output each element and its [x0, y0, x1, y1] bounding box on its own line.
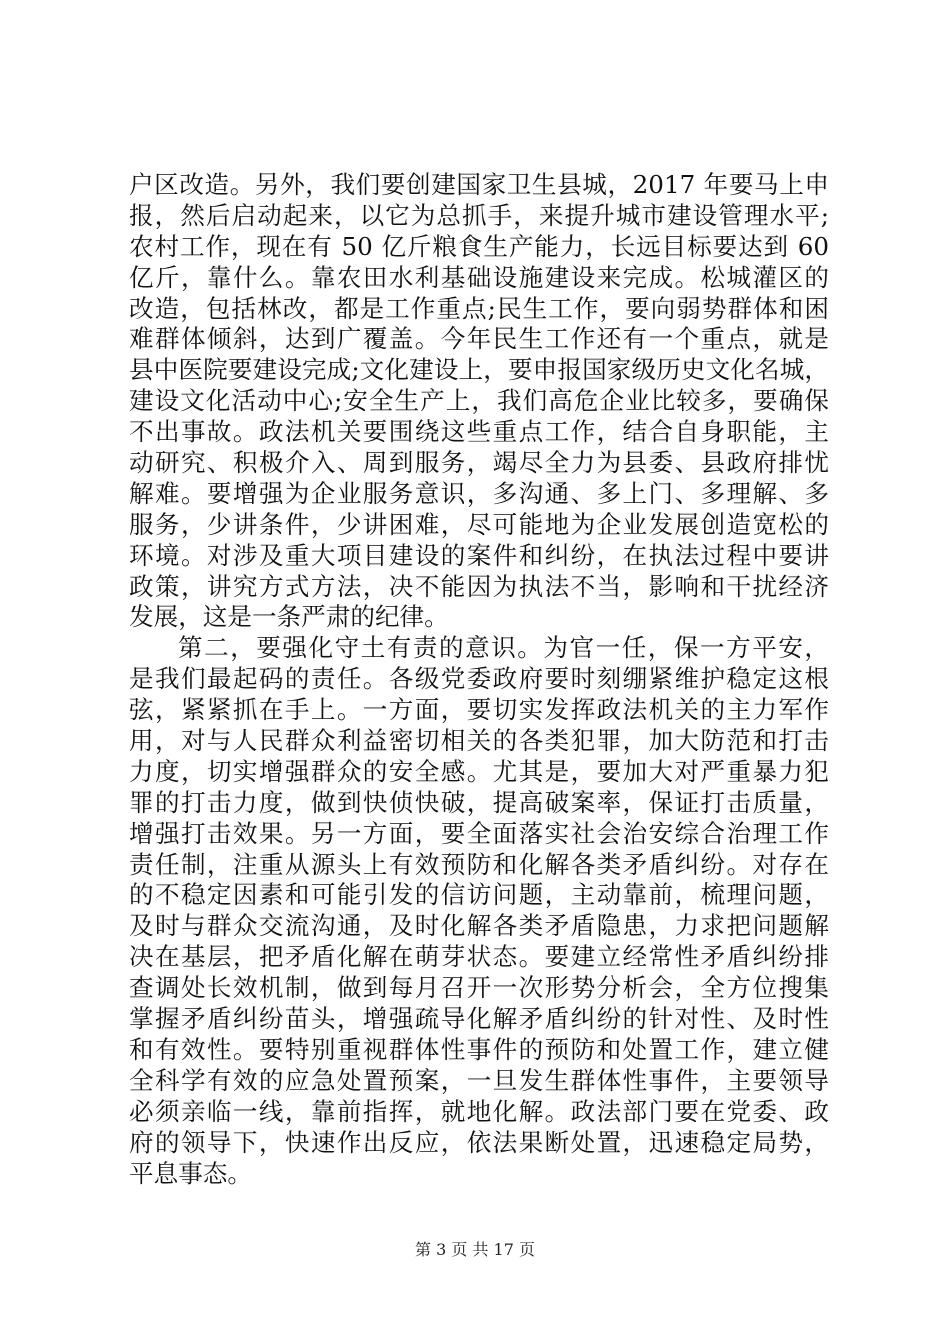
text-line: 用，对与人民群众利益密切相关的各类犯罪，加大防范和打击	[129, 726, 829, 756]
text-line: 及时与群众交流沟通，及时化解各类矛盾隐患，力求把问题解	[129, 911, 829, 941]
text-line: 农村工作，现在有 50 亿斤粮食生产能力，长远目标要达到 60	[129, 231, 829, 261]
body-text	[129, 170, 829, 1189]
text-line: 服务，少讲条件，少讲困难，尽可能地为企业发展创造宽松的	[129, 509, 829, 539]
text-line: 解难。要增强为企业服务意识，多沟通、多上门、多理解、多	[129, 478, 829, 508]
text-line: 难群体倾斜，达到广覆盖。今年民生工作还有一个重点，就是	[129, 324, 829, 354]
text-line: 查调处长效机制，做到每月召开一次形势分析会，全方位搜集	[129, 973, 829, 1003]
text-line: 是我们最起码的责任。各级党委政府要时刻绷紧维护稳定这根	[129, 664, 829, 694]
text-line: 决在基层，把矛盾化解在萌芽状态。要建立经常性矛盾纠纷排	[129, 942, 829, 972]
text-line: 责任制，注重从源头上有效预防和化解各类矛盾纠纷。对存在	[129, 849, 829, 879]
text-line: 府的领导下，快速作出反应，依法果断处置，迅速稳定局势，	[129, 1127, 829, 1157]
paragraph-first-line: 第二，要强化守土有责的意识。为官一任，保一方平安，	[178, 633, 829, 663]
text-line: 发展，这是一条严肃的纪律。	[129, 602, 449, 632]
text-line: 和有效性。要特别重视群体性事件的预防和处置工作，建立健	[129, 1034, 829, 1064]
text-line: 平息事态。	[129, 1158, 252, 1188]
text-line: 的不稳定因素和可能引发的信访问题，主动靠前，梳理问题，	[129, 880, 829, 910]
text-line: 报，然后启动起来，以它为总抓手，来提升城市建设管理水平;	[129, 200, 829, 230]
text-line: 掌握矛盾纠纷苗头，增强疏导化解矛盾纠纷的针对性、及时性	[129, 1004, 829, 1034]
text-line: 弦，紧紧抓在手上。一方面，要切实发挥政法机关的主力军作	[129, 695, 829, 725]
text-line: 必须亲临一线，靠前指挥，就地化解。政法部门要在党委、政	[129, 1096, 829, 1126]
text-line: 环境。对涉及重大项目建设的案件和纠纷，在执法过程中要讲	[129, 540, 829, 570]
page-footer: 第 3 页 共 17 页	[415, 1240, 535, 1259]
text-line: 改造，包括林改，都是工作重点;民生工作，要向弱势群体和困	[129, 293, 829, 323]
text-line: 罪的打击力度，做到快侦快破，提高破案率，保证打击质量，	[129, 787, 829, 817]
text-line: 增强打击效果。另一方面，要全面落实社会治安综合治理工作	[129, 818, 829, 848]
text-line: 力度，切实增强群众的安全感。尤其是，要加大对严重暴力犯	[129, 756, 829, 786]
text-line: 不出事故。政法机关要围绕这些重点工作，结合自身职能，主	[129, 417, 829, 447]
text-line: 政策，讲究方式方法，决不能因为执法不当，影响和干扰经济	[129, 571, 829, 601]
text-line: 全科学有效的应急处置预案，一旦发生群体性事件，主要领导	[129, 1065, 829, 1095]
text-line: 户区改造。另外，我们要创建国家卫生县城，2017 年要马上申	[129, 170, 829, 199]
text-line: 建设文化活动中心;安全生产上，我们高危企业比较多，要确保	[129, 386, 829, 416]
text-line: 动研究、积极介入、周到服务，竭尽全力为县委、县政府排忧	[129, 448, 829, 478]
text-line: 亿斤，靠什么。靠农田水利基础设施建设来完成。松城灌区的	[129, 262, 829, 292]
text-line: 县中医院要建设完成;文化建设上，要申报国家级历史文化名城，	[129, 355, 829, 385]
